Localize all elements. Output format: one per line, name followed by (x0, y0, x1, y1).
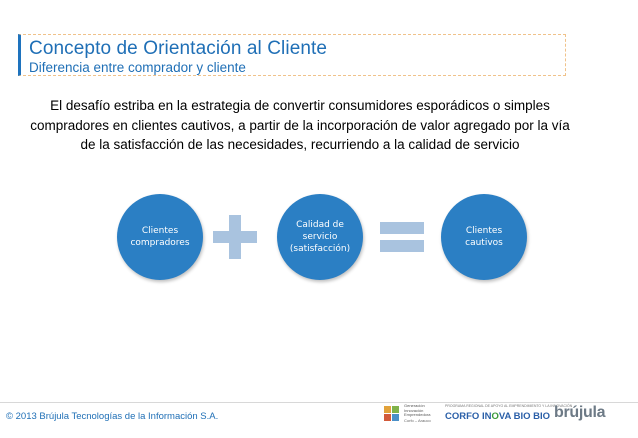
slide-subtitle: Diferencia entre comprador y cliente (29, 60, 246, 75)
plus-icon (213, 215, 257, 259)
node-label: Calidad de servicio (satisfacción) (289, 220, 351, 254)
logo-brujula: brújula (554, 404, 606, 421)
node-clientes-compradores (117, 194, 203, 280)
node-calidad-servicio (277, 194, 363, 280)
node-label: Clientes compradores (130, 226, 190, 248)
copyright-text: © 2013 Brújula Tecnologías de la Información S.A. (6, 411, 219, 422)
body-paragraph: El desafío estriba en la estrategia de convertir consumidores esporádicos o simples compradores en clientes cautivos, a partir de la incorporación de valor agregado por la vía de la satisfacción de las necesidades, recurriendo a la calidad de servicio (30, 98, 570, 152)
logo-corfo-innova: PROGRAMA REGIONAL DE APOYO AL EMPRENDIMIENTO Y LA INNOVACIÓN CORFO INOVA BIO BIO (445, 404, 573, 422)
title-box (18, 34, 566, 76)
logo-innovacion-emprendedora: Generación Innovación Emprendedora Corfo – Arauco (384, 404, 436, 426)
node-clientes-cautivos (441, 194, 527, 280)
node-label: Clientes cautivos (465, 226, 503, 248)
slide-title: Concepto de Orientación al Cliente (29, 38, 328, 59)
equals-icon (380, 216, 424, 256)
footer-divider (0, 402, 638, 403)
